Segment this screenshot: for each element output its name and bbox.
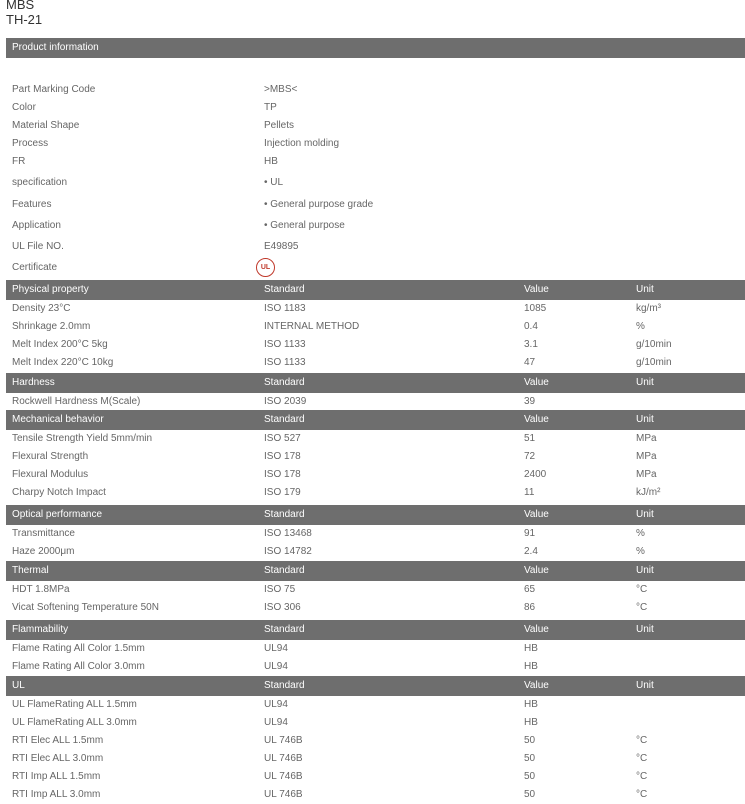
property-value: 47 [524, 357, 536, 368]
table-row [6, 599, 745, 617]
property-standard: UL94 [264, 661, 288, 672]
property-unit: °C [636, 753, 648, 764]
info-value: • General purpose [264, 220, 345, 231]
property-name: UL FlameRating ALL 3.0mm [12, 717, 137, 728]
table-row [6, 393, 745, 411]
property-name: Haze 2000μm [12, 546, 75, 557]
property-unit: MPa [636, 433, 657, 444]
property-name: Tensile Strength Yield 5mm/min [12, 433, 153, 444]
info-value: Pellets [264, 120, 295, 131]
column-header-standard: Standard [264, 680, 305, 691]
section-header-mechanical-behavior [6, 410, 745, 430]
property-standard: ISO 1133 [264, 339, 306, 350]
property-standard: ISO 306 [264, 602, 301, 613]
property-standard: ISO 75 [264, 584, 296, 595]
property-value: 1085 [524, 303, 547, 314]
property-value: 39 [524, 396, 536, 407]
property-unit: °C [636, 789, 648, 800]
property-name: Flame Rating All Color 1.5mm [12, 643, 145, 654]
info-row [6, 215, 745, 236]
column-header-standard: Standard [264, 624, 305, 635]
info-label: Process [12, 138, 49, 149]
property-standard: ISO 13468 [264, 528, 312, 539]
column-header-unit: Unit [636, 414, 654, 425]
info-label: Application [12, 220, 61, 231]
table-row [6, 466, 745, 484]
column-header-standard: Standard [264, 284, 305, 295]
property-name: Flexural Modulus [12, 469, 89, 480]
section-title: Physical property [12, 284, 89, 295]
property-standard: UL 746B [264, 735, 303, 746]
section-header-product-information [6, 38, 745, 58]
property-standard: UL 746B [264, 753, 303, 764]
column-header-standard: Standard [264, 509, 305, 520]
column-header-unit: Unit [636, 624, 654, 635]
info-label: Features [12, 199, 52, 210]
info-value: • UL [264, 177, 284, 188]
section-header-hardness [6, 373, 745, 393]
property-name: Shrinkage 2.0mm [12, 321, 91, 332]
property-value: 65 [524, 584, 536, 595]
table-row [6, 786, 745, 804]
property-standard: UL94 [264, 699, 288, 710]
property-value: HB [524, 643, 538, 654]
product-grade: TH-21 [6, 12, 43, 27]
property-standard: ISO 1183 [264, 303, 306, 314]
section-title: Mechanical behavior [12, 414, 104, 425]
property-unit: kJ/m² [636, 487, 661, 498]
property-standard: ISO 14782 [264, 546, 312, 557]
property-unit: kg/m³ [636, 303, 661, 314]
info-row [6, 173, 745, 193]
info-label: specification [12, 177, 68, 188]
table-row [6, 336, 745, 354]
column-header-unit: Unit [636, 565, 654, 576]
section-title: Hardness [12, 377, 55, 388]
info-label: Certificate [12, 262, 58, 273]
info-row [6, 236, 745, 257]
section-title: Flammability [12, 624, 69, 635]
document-title [6, 0, 42, 28]
property-name: RTI Elec ALL 1.5mm [12, 735, 104, 746]
property-value: 51 [524, 433, 536, 444]
property-unit: MPa [636, 451, 657, 462]
table-row [6, 581, 745, 599]
property-value: 2400 [524, 469, 547, 480]
property-unit: % [636, 546, 645, 557]
property-unit: °C [636, 735, 648, 746]
table-row [6, 300, 745, 318]
info-label: Part Marking Code [12, 84, 96, 95]
section-header-ul [6, 676, 745, 696]
property-name: UL FlameRating ALL 1.5mm [12, 699, 137, 710]
info-row [6, 99, 745, 117]
column-header-value: Value [524, 377, 549, 388]
ul-certificate-logo: UL [256, 258, 275, 277]
property-standard: INTERNAL METHOD [264, 321, 360, 332]
info-row [6, 135, 745, 153]
property-value: 0.4 [524, 321, 538, 332]
info-row [6, 194, 745, 215]
column-header-value: Value [524, 284, 549, 295]
property-standard: UL 746B [264, 789, 303, 800]
product-name: MBS [6, 0, 35, 12]
info-label: Color [12, 102, 36, 113]
section-title: Thermal [12, 565, 49, 576]
property-name: RTI Imp ALL 3.0mm [12, 789, 101, 800]
section-header-thermal [6, 561, 745, 581]
table-row [6, 714, 745, 732]
section-title: Optical performance [12, 509, 103, 520]
info-value: TP [264, 102, 277, 113]
table-row [6, 696, 745, 714]
column-header-standard: Standard [264, 414, 305, 425]
property-value: 50 [524, 789, 536, 800]
property-value: HB [524, 717, 538, 728]
table-row [6, 640, 745, 658]
property-name: Melt Index 200°C 5kg [12, 339, 108, 350]
column-header-value: Value [524, 509, 549, 520]
column-header-value: Value [524, 414, 549, 425]
table-row [6, 750, 745, 768]
property-name: Flexural Strength [12, 451, 89, 462]
property-name: Melt Index 220°C 10kg [12, 357, 114, 368]
property-value: 2.4 [524, 546, 538, 557]
property-value: 86 [524, 602, 536, 613]
column-header-value: Value [524, 624, 549, 635]
property-name: Vicat Softening Temperature 50N [12, 602, 159, 613]
property-unit: MPa [636, 469, 657, 480]
section-title: UL [12, 680, 25, 691]
property-unit: g/10min [636, 339, 672, 350]
table-row [6, 484, 745, 502]
info-row [6, 117, 745, 135]
property-standard: ISO 179 [264, 487, 301, 498]
section-header-optical-performance [6, 505, 745, 525]
info-value: HB [264, 156, 278, 167]
property-unit: °C [636, 771, 648, 782]
column-header-standard: Standard [264, 565, 305, 576]
property-standard: ISO 178 [264, 469, 301, 480]
column-header-value: Value [524, 565, 549, 576]
property-value: 50 [524, 771, 536, 782]
info-label: FR [12, 156, 26, 167]
table-row [6, 318, 745, 336]
property-standard: ISO 2039 [264, 396, 307, 407]
property-name: RTI Elec ALL 3.0mm [12, 753, 104, 764]
property-unit: g/10min [636, 357, 672, 368]
column-header-standard: Standard [264, 377, 305, 388]
info-value: Injection molding [264, 138, 340, 149]
property-name: Density 23°C [12, 303, 71, 314]
property-name: Rockwell Hardness M(Scale) [12, 396, 141, 407]
property-standard: ISO 178 [264, 451, 301, 462]
info-value: >MBS< [264, 84, 298, 95]
column-header-unit: Unit [636, 509, 654, 520]
property-name: RTI Imp ALL 1.5mm [12, 771, 101, 782]
property-value: HB [524, 661, 538, 672]
table-row [6, 525, 745, 543]
table-row [6, 448, 745, 466]
property-standard: UL 746B [264, 771, 303, 782]
property-standard: UL94 [264, 643, 288, 654]
property-name: Flame Rating All Color 3.0mm [12, 661, 145, 672]
info-value: • General purpose grade [264, 199, 374, 210]
section-header-flammability [6, 620, 745, 640]
property-value: 72 [524, 451, 536, 462]
property-value: 3.1 [524, 339, 538, 350]
info-row [6, 81, 745, 99]
property-standard: ISO 1133 [264, 357, 306, 368]
property-name: Charpy Notch Impact [12, 487, 106, 498]
section-title: Product information [12, 42, 99, 53]
property-value: 50 [524, 753, 536, 764]
table-row [6, 354, 745, 372]
property-value: 11 [524, 487, 535, 498]
table-row [6, 430, 745, 448]
property-name: HDT 1.8MPa [12, 584, 70, 595]
column-header-unit: Unit [636, 377, 654, 388]
info-row [6, 257, 745, 279]
table-row [6, 543, 745, 561]
info-row [6, 153, 745, 171]
table-row [6, 768, 745, 786]
property-name: Transmittance [12, 528, 75, 539]
property-value: 91 [524, 528, 536, 539]
info-value: E49895 [264, 241, 299, 252]
table-row [6, 732, 745, 750]
column-header-unit: Unit [636, 680, 654, 691]
property-value: HB [524, 699, 538, 710]
info-label: UL File NO. [12, 241, 64, 252]
section-header-physical-property [6, 280, 745, 300]
column-header-unit: Unit [636, 284, 654, 295]
property-standard: ISO 527 [264, 433, 301, 444]
property-unit: °C [636, 584, 648, 595]
property-unit: °C [636, 602, 648, 613]
column-header-value: Value [524, 680, 549, 691]
property-standard: UL94 [264, 717, 288, 728]
property-unit: % [636, 321, 645, 332]
property-unit: % [636, 528, 645, 539]
info-label: Material Shape [12, 120, 80, 131]
table-row [6, 658, 745, 676]
property-value: 50 [524, 735, 536, 746]
